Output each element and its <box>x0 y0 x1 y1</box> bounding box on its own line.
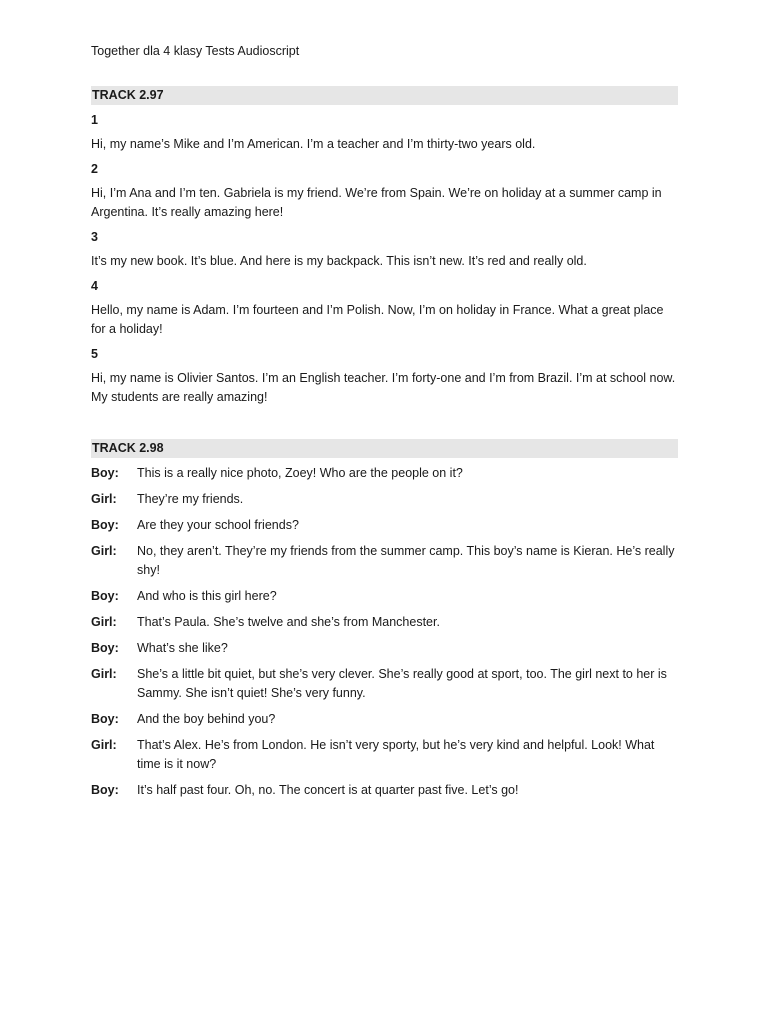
dialog-line: What’s she like? <box>137 641 228 655</box>
dialog-row <box>91 464 678 483</box>
speaker-label: Boy: <box>91 466 119 480</box>
dialog-row <box>91 665 678 703</box>
speaker-label: Boy: <box>91 518 119 532</box>
speaker-label: Girl: <box>91 492 117 506</box>
speaker-label: Boy: <box>91 712 119 726</box>
item-number: 5 <box>91 347 98 361</box>
item-text: Hi, I’m Ana and I’m ten. Gabriela is my friend. We’re from Spain. We’re on holiday at a summer camp in Argentina. It’s really amazing here! <box>91 186 662 219</box>
item-number: 3 <box>91 230 98 244</box>
item-text: Hello, my name is Adam. I’m fourteen and I’m Polish. Now, I’m on holiday in France. What a great place for a holiday! <box>91 303 664 336</box>
dialog-line: This is a really nice photo, Zoey! Who are the people on it? <box>137 466 463 480</box>
item-text: Hi, my name’s Mike and I’m American. I’m a teacher and I’m thirty-two years old. <box>91 137 536 151</box>
dialog-line: And the boy behind you? <box>137 712 276 726</box>
dialog-line: She’s a little bit quiet, but she’s very clever. She’s really good at sport, too. The girl next to her is Sammy. She isn’t quiet! She’s very funny. <box>137 667 667 700</box>
dialog-line: And who is this girl here? <box>137 589 277 603</box>
speaker-label: Boy: <box>91 783 119 797</box>
speaker-label: Girl: <box>91 544 117 558</box>
track-item <box>91 278 678 339</box>
dialog-row <box>91 542 678 580</box>
item-number: 1 <box>91 113 98 127</box>
track-item <box>91 346 678 407</box>
track-item <box>91 112 678 154</box>
track-item <box>91 229 678 271</box>
item-text: Hi, my name is Olivier Santos. I’m an English teacher. I’m forty-one and I’m from Brazil. I’m at school now. My students are really amazing! <box>91 371 676 404</box>
dialog-line: That’s Paula. She’s twelve and she’s from Manchester. <box>137 615 440 629</box>
track-heading: TRACK 2.97 <box>91 86 678 105</box>
dialog-row <box>91 710 678 729</box>
document-page <box>91 43 678 800</box>
item-number: 4 <box>91 279 98 293</box>
dialog-row <box>91 516 678 535</box>
dialog-row <box>91 490 678 509</box>
speaker-label: Girl: <box>91 615 117 629</box>
speaker-label: Boy: <box>91 641 119 655</box>
dialog-line: They’re my friends. <box>137 492 244 506</box>
track-item <box>91 161 678 222</box>
speaker-label: Girl: <box>91 738 117 752</box>
dialog <box>91 464 678 800</box>
dialog-line: No, they aren’t. They’re my friends from the summer camp. This boy’s name is Kieran. He’s really shy! <box>137 544 675 577</box>
dialog-row <box>91 587 678 606</box>
document-header: Together dla 4 klasy Tests Audioscript <box>91 44 300 58</box>
dialog-line: That’s Alex. He’s from London. He isn’t very sporty, but he’s very kind and helpful. Look! What time is it now? <box>137 738 655 771</box>
item-text: It’s my new book. It’s blue. And here is my backpack. This isn’t new. It’s red and really old. <box>91 254 587 268</box>
speaker-label: Boy: <box>91 589 119 603</box>
dialog-row <box>91 736 678 774</box>
dialog-row <box>91 613 678 632</box>
dialog-row <box>91 781 678 800</box>
dialog-row <box>91 639 678 658</box>
track-heading: TRACK 2.98 <box>91 439 678 458</box>
dialog-line: It’s half past four. Oh, no. The concert is at quarter past five. Let’s go! <box>137 783 519 797</box>
dialog-line: Are they your school friends? <box>137 518 299 532</box>
item-number: 2 <box>91 162 98 176</box>
speaker-label: Girl: <box>91 667 117 681</box>
